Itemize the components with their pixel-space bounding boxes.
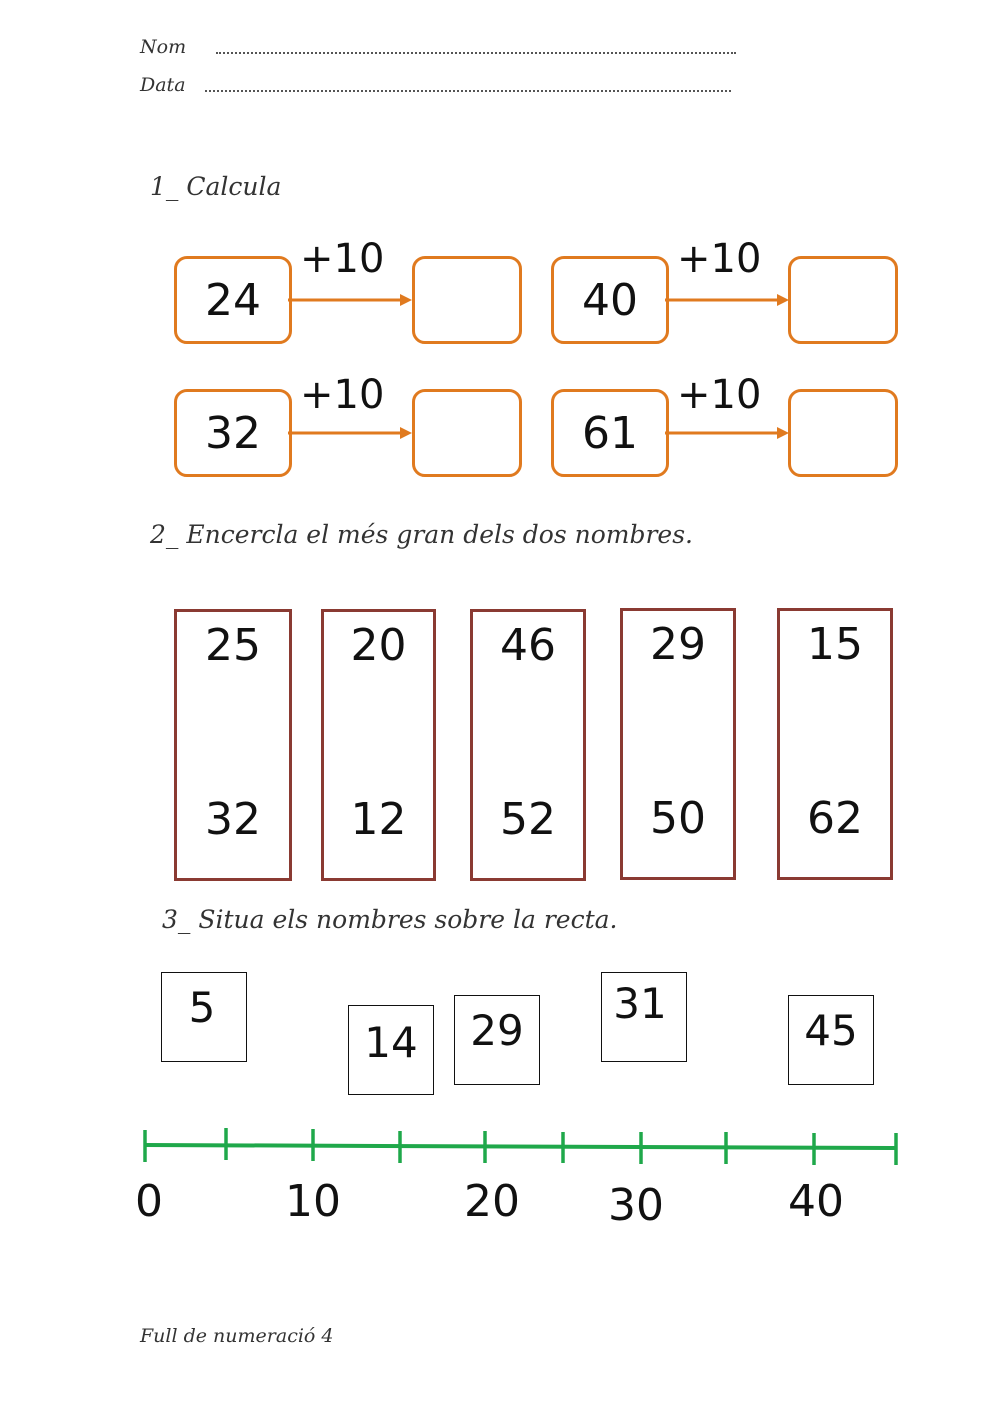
number-card-value: 31 — [613, 979, 667, 1028]
compare-number-top[interactable]: 15 — [807, 619, 863, 670]
section2-title: 2_ Encercla el més gran dels dos nombres. — [150, 520, 694, 549]
compare-pair-box — [777, 608, 893, 880]
number-card-value: 5 — [188, 983, 216, 1032]
arrow-icon — [665, 423, 789, 443]
operation-label: +10 — [300, 372, 385, 418]
number-card[interactable] — [601, 972, 687, 1062]
axis-label: 20 — [464, 1176, 520, 1227]
compare-pair-box — [470, 609, 586, 881]
calc-result-input[interactable] — [412, 389, 522, 477]
footer-text: Full de numeració 4 — [140, 1325, 334, 1347]
calc-start-box: 24 — [174, 256, 292, 344]
section3-title: 3_ Situa els nombres sobre la recta. — [162, 905, 618, 934]
calc-start-box: 40 — [551, 256, 669, 344]
compare-pair-box — [174, 609, 292, 881]
calc-result-input[interactable] — [412, 256, 522, 344]
compare-pair-box — [321, 609, 436, 881]
compare-number-bottom[interactable]: 50 — [650, 793, 706, 844]
compare-number-top[interactable]: 20 — [350, 620, 407, 671]
compare-number-top[interactable]: 46 — [500, 620, 556, 671]
compare-number-top[interactable]: 25 — [205, 620, 261, 671]
arrow-icon — [288, 290, 412, 310]
axis-label: 0 — [135, 1176, 163, 1227]
number-card[interactable] — [348, 1005, 434, 1095]
date-label: Data — [140, 74, 186, 96]
compare-pair-box — [620, 608, 736, 880]
operation-label: +10 — [300, 236, 385, 282]
compare-number-top[interactable]: 29 — [650, 619, 706, 670]
section1-title: 1_ Calcula — [150, 172, 282, 201]
axis-label: 10 — [285, 1176, 341, 1227]
number-line — [130, 1120, 910, 1170]
calc-start-box: 32 — [174, 389, 292, 477]
axis-label: 40 — [788, 1176, 844, 1227]
compare-number-bottom[interactable]: 62 — [807, 793, 863, 844]
number-card-value: 29 — [470, 1006, 524, 1055]
compare-number-bottom[interactable]: 32 — [205, 794, 261, 845]
number-card[interactable] — [161, 972, 247, 1062]
operation-label: +10 — [677, 372, 762, 418]
arrow-icon — [665, 290, 789, 310]
number-card-value: 45 — [804, 1006, 858, 1055]
operation-label: +10 — [677, 236, 762, 282]
number-card-value: 14 — [364, 1018, 418, 1067]
compare-number-bottom[interactable]: 12 — [350, 794, 407, 845]
number-card[interactable] — [788, 995, 874, 1085]
number-card[interactable] — [454, 995, 540, 1085]
calc-start-box: 61 — [551, 389, 669, 477]
axis-label: 30 — [608, 1180, 664, 1231]
calc-result-input[interactable] — [788, 256, 898, 344]
name-label: Nom — [140, 36, 187, 58]
calc-result-input[interactable] — [788, 389, 898, 477]
name-field[interactable] — [216, 52, 736, 54]
arrow-icon — [288, 423, 412, 443]
compare-number-bottom[interactable]: 52 — [500, 794, 556, 845]
date-field[interactable] — [205, 90, 731, 92]
